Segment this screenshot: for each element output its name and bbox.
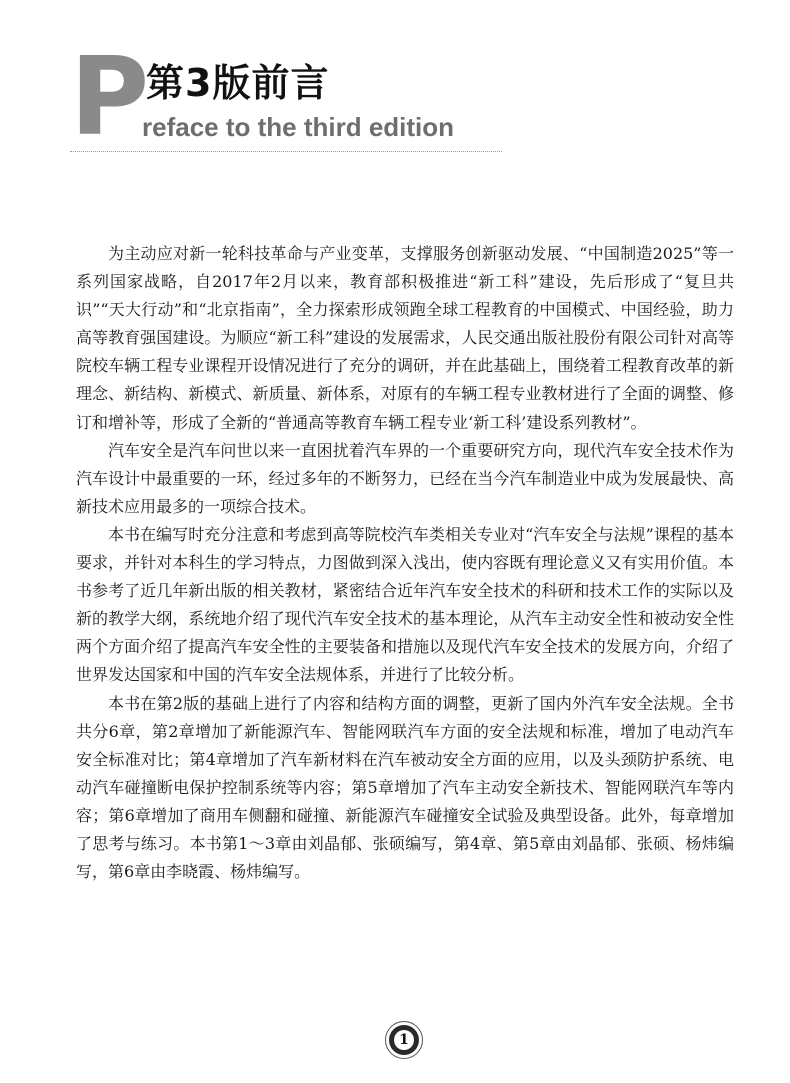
paragraph: 为主动应对新一轮科技革命与产业变革，支撑服务创新驱动发展、“中国制造2025”等一系列国家战略，自2017年2月以来，教育部积极推进“新工科”建设，先后形成了“复旦共识”“天大行动”和“北京指南”，全力探索形成领跑全球工程教育的中国模式、中国经验，助力高等教育强国建设。为顺应“新工科”建设的发展需求，人民交通出版社股份有限公司针对高等院校车辆工程专业课程开设情况进行了充分的调研，并在此基础上，围绕着工程教育改革的新理念、新结构、新模式、新质量、新体系，对原有的车辆工程专业教材进行了全面的调整、修订和增补等，形成了全新的“普通高等教育车辆工程专业‘新工科’建设系列教材”。 xyxy=(76,244,734,432)
paragraph: 本书在编写时充分注意和考虑到高等院校汽车类相关专业对“汽车安全与法规”课程的基本要求，并针对本科生的学习特点，力图做到深入浅出，使内容既有理论意义又有实用价值。本书参考了近几年新出版的相关教材，紧密结合近年汽车安全技术的科研和技术工作的实际以及新的教学大纲，系统地介绍了现代汽车安全技术的基本理论，从汽车主动安全性和被动安全性两个方面介绍了提高汽车安全性的主要装备和措施以及现代汽车安全技术的发展方向，介绍了世界发达国家和中国的汽车安全法规体系，并进行了比较分析。 xyxy=(76,524,734,685)
page-title-english: reface to the third edition xyxy=(142,112,455,142)
dotted-divider xyxy=(70,151,502,152)
page-number: 1 xyxy=(394,1030,414,1050)
preface-body xyxy=(76,240,734,886)
page-title-chinese: 第3版前言 xyxy=(146,61,330,105)
paragraph: 汽车安全是汽车问世以来一直困扰着汽车界的一个重要研究方向，现代汽车安全技术作为汽车设计中最重要的一环，经过多年的不断努力，已经在当今汽车制造业中成为发展最快、高新技术应用最多的一项综合技术。 xyxy=(76,440,734,516)
preface-header xyxy=(70,35,510,160)
decorative-initial-letter: P xyxy=(70,35,146,160)
paragraph: 本书在第2版的基础上进行了内容和结构方面的调整，更新了国内外汽车安全法规。全书共分6章，第2章增加了新能源汽车、智能网联汽车方面的安全法规和标准，增加了电动汽车安全标准对比；第4章增加了汽车新材料在汽车被动安全方面的应用，以及头颈防护系统、电动汽车碰撞断电保护控制系统等内容；第5章增加了汽车主动安全新技术、智能网联汽车等内容；第6章增加了商用车侧翻和碰撞、新能源汽车碰撞安全试验及典型设备。此外，每章增加了思考与练习。本书第1～3章由刘晶郁、张硕编写，第4章、第5章由刘晶郁、张硕、杨炜编写，第6章由李晓霞、杨炜编写。 xyxy=(76,693,734,882)
page-number-badge xyxy=(385,1021,425,1061)
